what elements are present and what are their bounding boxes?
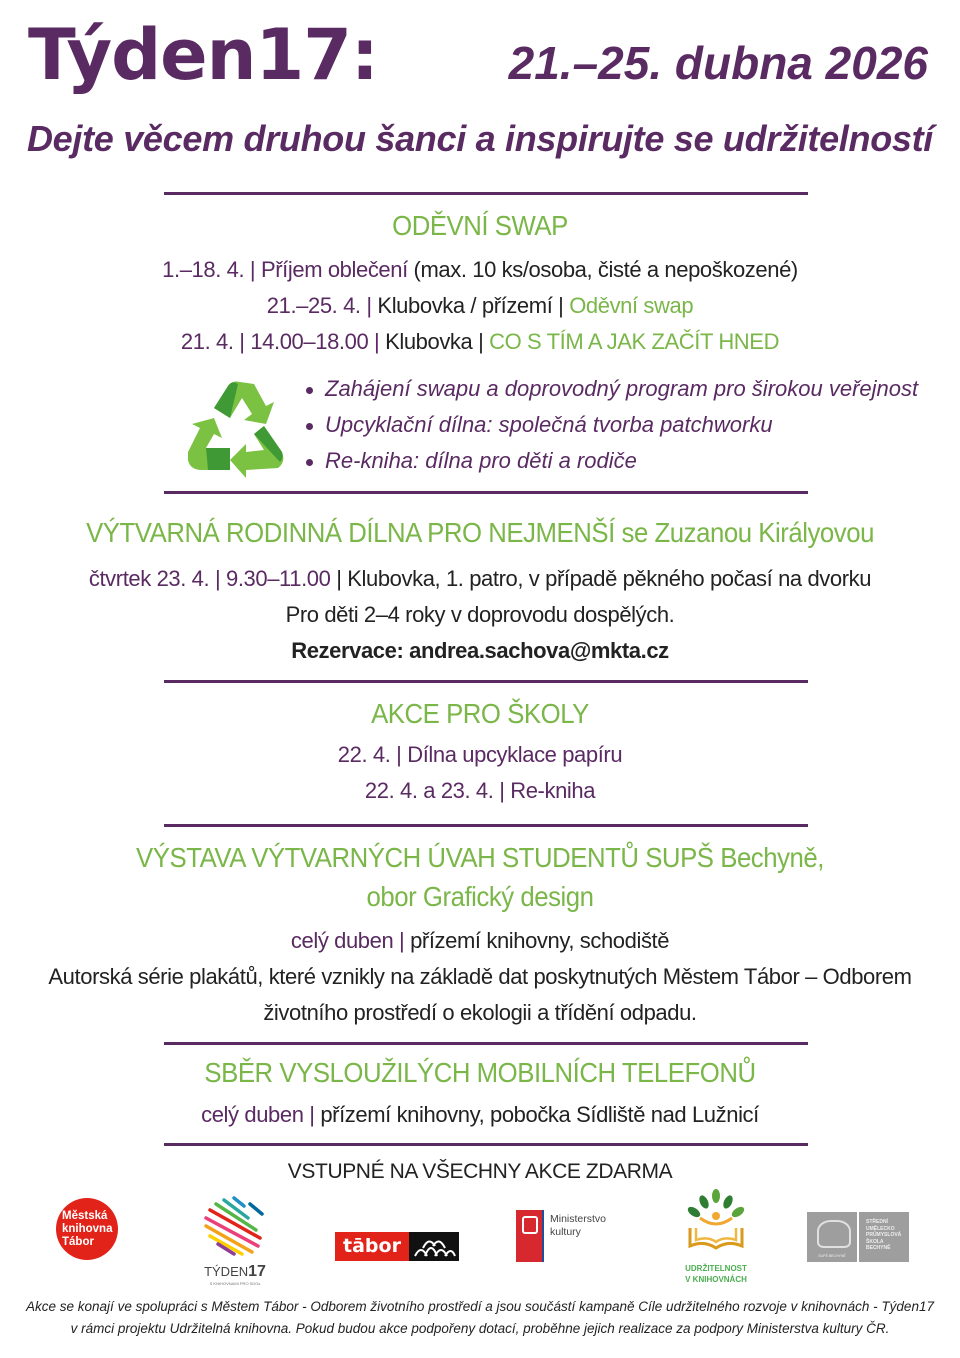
- bullet-icon: [306, 387, 313, 394]
- time: 9.30–11.00: [225, 566, 331, 591]
- date: celý duben: [290, 928, 394, 953]
- divider: [164, 192, 808, 195]
- workshop-line-time: [0, 566, 960, 592]
- detail: (max. 10 ks/osoba, čisté a nepoškozené): [413, 257, 798, 282]
- section-heading-exhibition: VÝSTAVA VÝTVARNÝCH ÚVAH STUDENTŮ SUPŠ Bechyně,: [136, 842, 824, 873]
- separator: |: [558, 293, 564, 318]
- section-heading-workshop: VÝTVARNÁ RODINNÁ DÍLNA PRO NEJMENŠÍ se Zuzanou Királyovou: [86, 517, 874, 548]
- free-entry-note: VSTUPNÉ NA VŠECHNY AKCE ZDARMA: [287, 1160, 673, 1183]
- separator: |: [214, 566, 221, 591]
- recycle-icon: [184, 378, 288, 478]
- divider: [164, 491, 808, 494]
- logo-ministerstvo-kultury: Ministerstvo kultury: [516, 1210, 626, 1262]
- logo-tabor: tābor: [335, 1232, 459, 1261]
- separator: |: [366, 293, 372, 318]
- bullet-icon: [306, 459, 313, 466]
- date: celý duben: [201, 1102, 304, 1127]
- separator: |: [336, 566, 342, 591]
- date: 1.–18. 4.: [162, 257, 245, 282]
- exhibition-desc-1: Autorská série plakátů, které vznikly na základě dat poskytnutých Městem Tábor – Odborem: [48, 964, 912, 989]
- schools-line-2: [0, 778, 960, 804]
- section-heading-swap: ODĚVNÍ SWAP: [392, 210, 568, 241]
- date: 22. 4.: [337, 742, 391, 767]
- logo-mestska-knihovna-tabor: Městská knihovna Tábor: [56, 1198, 118, 1260]
- place: přízemí knihovny, pobočka Sídliště nad Lužnicí: [320, 1102, 759, 1127]
- list-item: Zahájení swapu a doprovodný program pro širokou veřejnost: [306, 376, 918, 412]
- list-item: Upcyklační dílna: společná tvorba patchworku: [306, 412, 918, 448]
- time: 14.00–18.00: [250, 329, 369, 354]
- separator: |: [309, 1102, 315, 1127]
- label: Oděvní swap: [569, 293, 694, 318]
- list-item: Re-kniha: dílna pro děti a rodiče: [306, 448, 918, 484]
- tabor-roofs-icon: [409, 1232, 459, 1261]
- section-heading-schools: AKCE PRO ŠKOLY: [371, 698, 589, 729]
- swap-line-intake: [0, 257, 960, 283]
- supsb-emblem-icon: SUPŠ BECHYNĚ: [807, 1212, 857, 1262]
- place: Klubovka: [385, 329, 473, 354]
- date: 21.–25. 4.: [266, 293, 361, 318]
- date: 22. 4. a 23. 4.: [364, 778, 494, 803]
- separator: |: [249, 257, 256, 282]
- logo-supsb: SUPŠ BECHYNĚ STŘEDNÍ UMĚLECKO PRŮMYSLOVÁ ŠKOLA BECHYNĚ: [807, 1212, 909, 1262]
- label: Re-kniha: [510, 778, 596, 803]
- phones-line-place: [0, 1102, 960, 1128]
- logo-tyden17: TÝDEN17 S KNIHOVNAMI PRO SDGs: [198, 1194, 272, 1286]
- swap-line-opening: [0, 329, 960, 355]
- separator: |: [374, 329, 380, 354]
- czech-lion-icon: [516, 1210, 544, 1262]
- separator: |: [239, 329, 245, 354]
- place: Klubovka / přízemí: [377, 293, 553, 318]
- divider: [164, 1143, 808, 1146]
- swap-program-list: [306, 376, 918, 484]
- schools-line-1: [0, 742, 960, 768]
- divider: [164, 824, 808, 827]
- date: 21. 4.: [180, 329, 234, 354]
- place: Klubovka, 1. patro, v případě pěkného počasí na dvorku: [347, 566, 872, 591]
- bullet-icon: [306, 423, 313, 430]
- separator: |: [399, 928, 405, 953]
- exhibition-desc-2: životního prostředí o ekologii a třídění odpadu.: [263, 1000, 697, 1025]
- workshop-audience: Pro děti 2–4 roky v doprovodu dospělých.: [285, 602, 675, 627]
- swap-line-swap: [0, 293, 960, 319]
- label: Dílna upcyklace papíru: [407, 742, 623, 767]
- separator: |: [478, 329, 484, 354]
- label: CO S TÍM A JAK ZAČÍT HNED: [489, 329, 780, 354]
- workshop-reservation: Rezervace: andrea.sachova@mkta.cz: [291, 638, 669, 663]
- divider: [164, 680, 808, 683]
- separator: |: [396, 742, 402, 767]
- page-subtitle: Dejte věcem druhou šanci a inspirujte se udržitelností: [26, 118, 934, 159]
- section-heading-exhibition-line2: obor Grafický design: [366, 881, 594, 912]
- divider: [164, 1042, 808, 1045]
- date: čtvrtek 23. 4.: [88, 566, 210, 591]
- place: přízemí knihovny, schodiště: [410, 928, 670, 953]
- section-heading-phones: SBĚR VYSLOUŽILÝCH MOBILNÍCH TELEFONŮ: [204, 1057, 756, 1088]
- label: Příjem oblečení: [260, 257, 408, 282]
- separator: |: [499, 778, 505, 803]
- tyden17-stripes-icon: [198, 1194, 272, 1256]
- page-title: Týden17:: [28, 14, 378, 96]
- logo-udrzitelnost-v-knihovnach: UDRŽITELNOST V KNIHOVNÁCH: [680, 1188, 752, 1286]
- footer-note: Akce se konají ve spolupráci s Městem Tábor - Odborem životního prostředí a jsou součástí kampaně Cíle udržitelného rozvoje v knihovnách - Týden17 v rámci projektu Udržitelná knihovna. Pokud budou akce podpořeny dotací, proběhne jejich realizace za podpory Ministerstva kultury ČR.: [26, 1299, 934, 1336]
- book-tree-icon: [680, 1188, 752, 1252]
- exhibition-line-place: [0, 928, 960, 954]
- event-dates: 21.–25. dubna 2026: [508, 37, 928, 89]
